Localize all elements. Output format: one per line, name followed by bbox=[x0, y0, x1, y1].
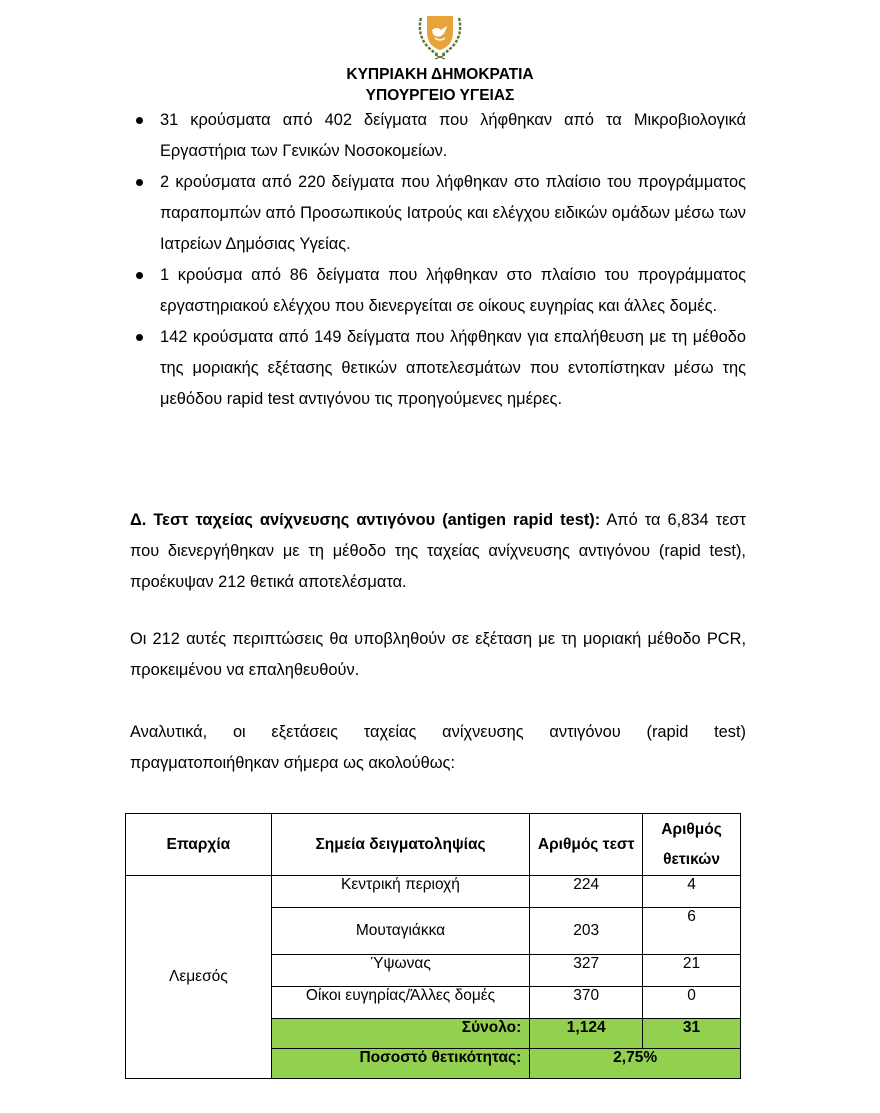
table-row bbox=[126, 876, 741, 908]
positives-cell: 6 bbox=[643, 908, 741, 955]
section-d-text: Από τα 6,834 τεστ που διενεργήθηκαν με τη μέθοδο της ταχείας ανίχνευσης αντιγόνου (rapid test), προέκυψαν 212 θετικά αποτελέσματα. bbox=[130, 511, 746, 591]
tests-cell: 203 bbox=[530, 908, 643, 955]
point-cell: Κεντρική περιοχή bbox=[271, 876, 530, 908]
list-item: 2 κρούσματα από 220 δείγματα που λήφθηκαν στο πλαίσιο του προγράμματος παραπομπών από Προσωπικούς Ιατρούς και ελέγχου ειδικών ομάδων μέσω των Ιατρείων Δημόσιας Υγείας. bbox=[160, 167, 746, 260]
positivity-rate-value: 2,75% bbox=[530, 1049, 741, 1079]
list-item: 31 κρούσματα από 402 δείγματα που λήφθηκαν από τα Μικροβιολογικά Εργαστήρια των Γενικών Νοσοκομείων. bbox=[160, 105, 746, 167]
total-positives: 31 bbox=[643, 1019, 741, 1049]
header-republic: ΚΥΠΡΙΑΚΗ ΔΗΜΟΚΡΑΤΙΑ bbox=[346, 66, 534, 83]
point-cell: Ύψωνας bbox=[271, 955, 530, 987]
header-district: Επαρχία bbox=[126, 814, 272, 876]
positivity-rate-label: Ποσοστό θετικότητας: bbox=[271, 1049, 530, 1079]
district-cell: Λεμεσός bbox=[126, 876, 272, 1079]
tests-cell: 327 bbox=[530, 955, 643, 987]
cases-bullet-list bbox=[160, 105, 746, 415]
point-cell: Οίκοι ευγηρίας/Άλλες δομές bbox=[271, 987, 530, 1019]
point-cell: Μουταγιάκκα bbox=[271, 908, 530, 955]
analysis-intro-paragraph: Αναλυτικά, οι εξετάσεις ταχείας ανίχνευσης αντιγόνου (rapid test) πραγματοποιήθηκαν σήμερα ως ακολούθως: bbox=[130, 723, 746, 772]
header-positives: Αριθμός θετικών bbox=[643, 814, 741, 876]
header-tests: Αριθμός τεστ bbox=[530, 814, 643, 876]
list-item: 142 κρούσματα από 149 δείγματα που λήφθηκαν για επαλήθευση με τη μέθοδο της μοριακής εξέτασης θετικών αποτελεσμάτων που εντοπίστηκαν μέσω της μεθόδου rapid test αντιγόνου τις προηγούμενες ημέρες. bbox=[160, 322, 746, 415]
rapid-test-table bbox=[125, 813, 741, 1079]
positives-cell: 0 bbox=[643, 987, 741, 1019]
positives-cell: 4 bbox=[643, 876, 741, 908]
tests-cell: 224 bbox=[530, 876, 643, 908]
section-d-paragraph bbox=[130, 505, 746, 598]
section-d-heading: Δ. Τεστ ταχείας ανίχνευσης αντιγόνου (antigen rapid test): bbox=[130, 511, 601, 529]
total-label: Σύνολο: bbox=[271, 1019, 530, 1049]
table-header-row bbox=[126, 814, 741, 876]
positives-cell: 21 bbox=[643, 955, 741, 987]
list-item: 1 κρούσμα από 86 δείγματα που λήφθηκαν στο πλαίσιο του προγράμματος εργαστηριακού ελέγχου που διενεργείται σε οίκους ευγηρίας και άλλες δομές. bbox=[160, 260, 746, 322]
pcr-verification-paragraph: Οι 212 αυτές περιπτώσεις θα υποβληθούν σε εξέταση με τη μοριακή μέθοδο PCR, προκειμένου να επαληθευθούν. bbox=[130, 630, 746, 679]
header-sampling-points: Σημεία δειγματοληψίας bbox=[271, 814, 530, 876]
tests-cell: 370 bbox=[530, 987, 643, 1019]
total-tests: 1,124 bbox=[530, 1019, 643, 1049]
header-ministry: ΥΠΟΥΡΓΕΙΟ ΥΓΕΙΑΣ bbox=[365, 87, 515, 104]
cyprus-coat-of-arms-icon bbox=[413, 14, 467, 60]
